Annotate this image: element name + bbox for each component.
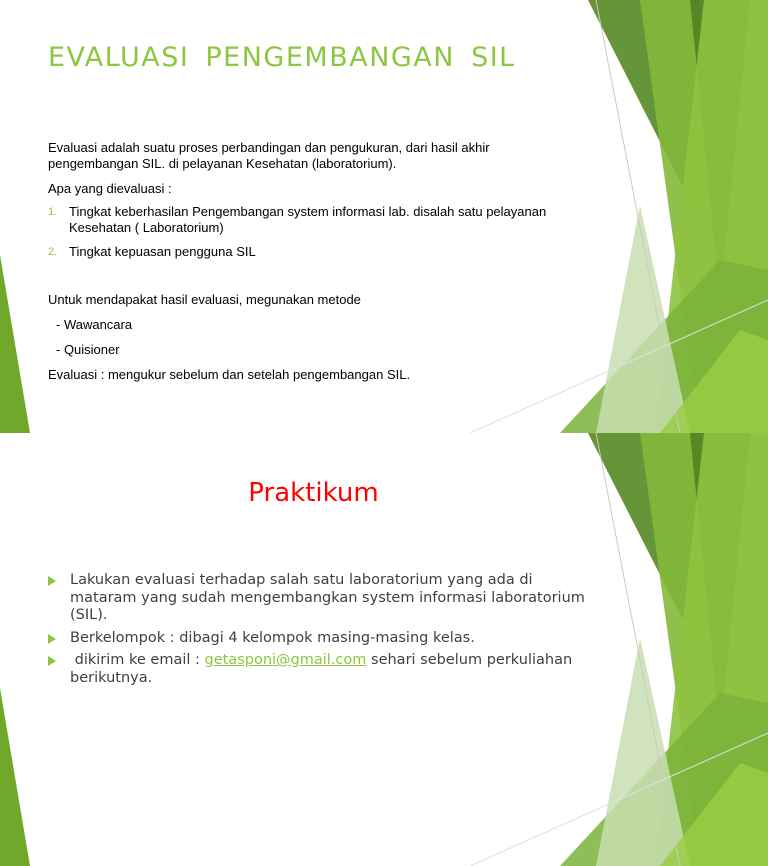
bullet-arrow-icon — [48, 576, 56, 586]
slide-body — [48, 140, 548, 383]
list-item — [48, 204, 548, 236]
method-item: - Wawancara — [56, 317, 133, 332]
list-item — [48, 572, 588, 625]
list-item — [48, 244, 548, 260]
email-prefix: dikirim ke email : — [70, 652, 205, 668]
list-item — [48, 652, 588, 687]
list-item-text: Lakukan evaluasi terhadap salah satu laboratorium yang ada di mataram yang sudah mengembangkan system informasi laboratorium (SIL). — [70, 572, 585, 623]
slide-body — [48, 572, 588, 692]
intro-paragraph: Evaluasi adalah suatu proses perbandingan dan pengukuran, dari hasil akhir pengembangan SIL. di pelayanan Kesehatan (laboratorium). — [48, 140, 490, 171]
slide-praktikum — [0, 433, 768, 866]
list-item — [48, 630, 588, 648]
slide-title: Praktikum — [248, 478, 379, 508]
list-number: 1. — [48, 206, 58, 218]
bullet-arrow-icon — [48, 634, 56, 644]
email-suffix: sehari sebelum perkuliahan berikutnya. — [70, 652, 573, 686]
email-link[interactable]: getasponi@gmail.com — [204, 652, 367, 668]
conclusion-line: Evaluasi : mengukur sebelum dan setelah pengembangan SIL. — [48, 367, 411, 382]
bullet-arrow-icon — [48, 656, 56, 666]
task-list — [48, 572, 588, 687]
slide-title: EVALUASI PENGEMBANGAN SIL — [48, 42, 516, 73]
list-item-text: Berkelompok : dibagi 4 kelompok masing-masing kelas. — [70, 629, 475, 646]
evaluation-list — [48, 204, 548, 260]
question-line: Apa yang dievaluasi : — [48, 181, 172, 196]
method-intro: Untuk mendapakat hasil evaluasi, megunakan metode — [48, 292, 361, 307]
list-number: 2. — [48, 246, 58, 258]
list-item-text: Tingkat keberhasilan Pengembangan system informasi lab. disalah satu pelayanan Kesehatan ( Laboratorium) — [69, 204, 547, 235]
list-item-text: Tingkat kepuasan pengguna SIL — [69, 244, 256, 259]
method-item: - Quisioner — [56, 342, 120, 357]
